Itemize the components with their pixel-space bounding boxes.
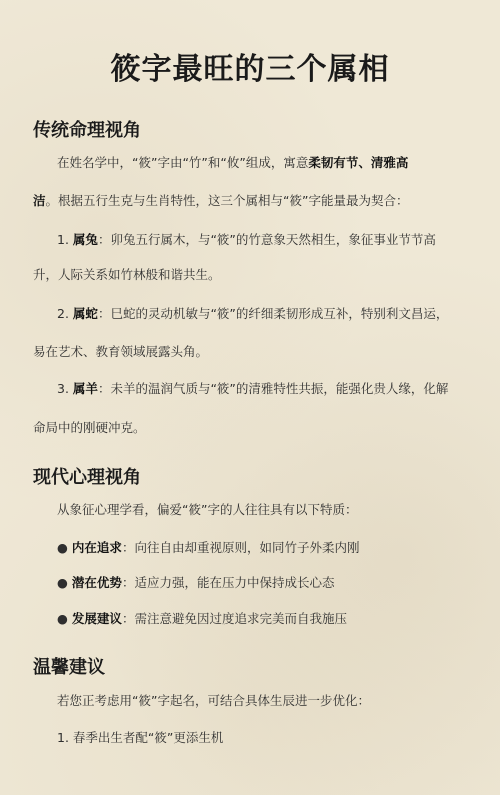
list-item-label: 属羊	[72, 381, 98, 396]
section-heading-advice: 温馨建议	[33, 657, 105, 678]
bullet-item	[57, 609, 477, 629]
intro-bold-text-end: 洁	[33, 193, 46, 208]
list-item-continuation: 命局中的刚硬冲克。	[33, 420, 146, 435]
bullet-icon: ●	[57, 611, 68, 626]
intro-bold-text: 柔韧有节、清雅高	[308, 155, 409, 170]
list-item-label: 属兔	[72, 232, 98, 247]
section-intro: 从象征心理学看，偏爱“筱”字的人往往具有以下特质：	[57, 502, 358, 517]
bullet-label: 潜在优势	[71, 575, 122, 590]
bullet-text: ：需注意避免因过度追求完美而自我施压	[121, 611, 347, 626]
list-item	[57, 379, 477, 399]
bullet-text: ：向往自由却重视原则，如同竹子外柔内刚	[121, 540, 360, 555]
list-number: 2.	[57, 306, 69, 321]
list-number: 1.	[57, 232, 69, 247]
page-title: 筱字最旺的三个属相	[110, 52, 390, 87]
bullet-item	[57, 573, 477, 593]
bullet-item	[57, 538, 477, 558]
list-item-text: ：巳蛇的灵动机敏与“筱”的纤细柔韧形成互补，特别利文昌运，	[97, 306, 449, 321]
intro-text: 在姓名学中，“筱”字由“竹”和“攸”组成，寓意	[57, 155, 309, 170]
list-item-text: ：卯兔五行属木，与“筱”的竹意象天然相生，象征事业节节高	[97, 232, 436, 247]
list-item	[57, 230, 477, 250]
list-item: 1. 春季出生者配“筱”更添生机	[57, 730, 224, 745]
list-item-continuation: 易在艺术、教育领域展露头角。	[33, 344, 209, 359]
intro-paragraph-line2	[33, 191, 473, 211]
list-item	[57, 304, 477, 324]
list-item-text: ：未羊的温润气质与“筱”的清雅特性共振，能强化贵人缘，化解	[97, 381, 449, 396]
section-heading-psychology: 现代心理视角	[33, 467, 141, 488]
intro-paragraph-line1	[57, 153, 467, 173]
list-item-label: 属蛇	[72, 306, 98, 321]
bullet-label: 内在追求	[71, 540, 122, 555]
list-number: 3.	[57, 381, 69, 396]
bullet-label: 发展建议	[71, 611, 122, 626]
section-intro: 若您正考虑用“筱”字起名，可结合具体生辰进一步优化：	[57, 693, 370, 708]
bullet-text: ：适应力强，能在压力中保持成长心态	[121, 575, 335, 590]
intro-text-continued: 。根据五行生克与生肖特性，这三个属相与“筱”字能量最为契合：	[45, 193, 409, 208]
bullet-icon: ●	[57, 540, 68, 555]
section-heading-traditional: 传统命理视角	[33, 120, 141, 141]
bullet-icon: ●	[57, 575, 68, 590]
list-item-continuation: 升，人际关系如竹林般和谐共生。	[33, 267, 221, 282]
